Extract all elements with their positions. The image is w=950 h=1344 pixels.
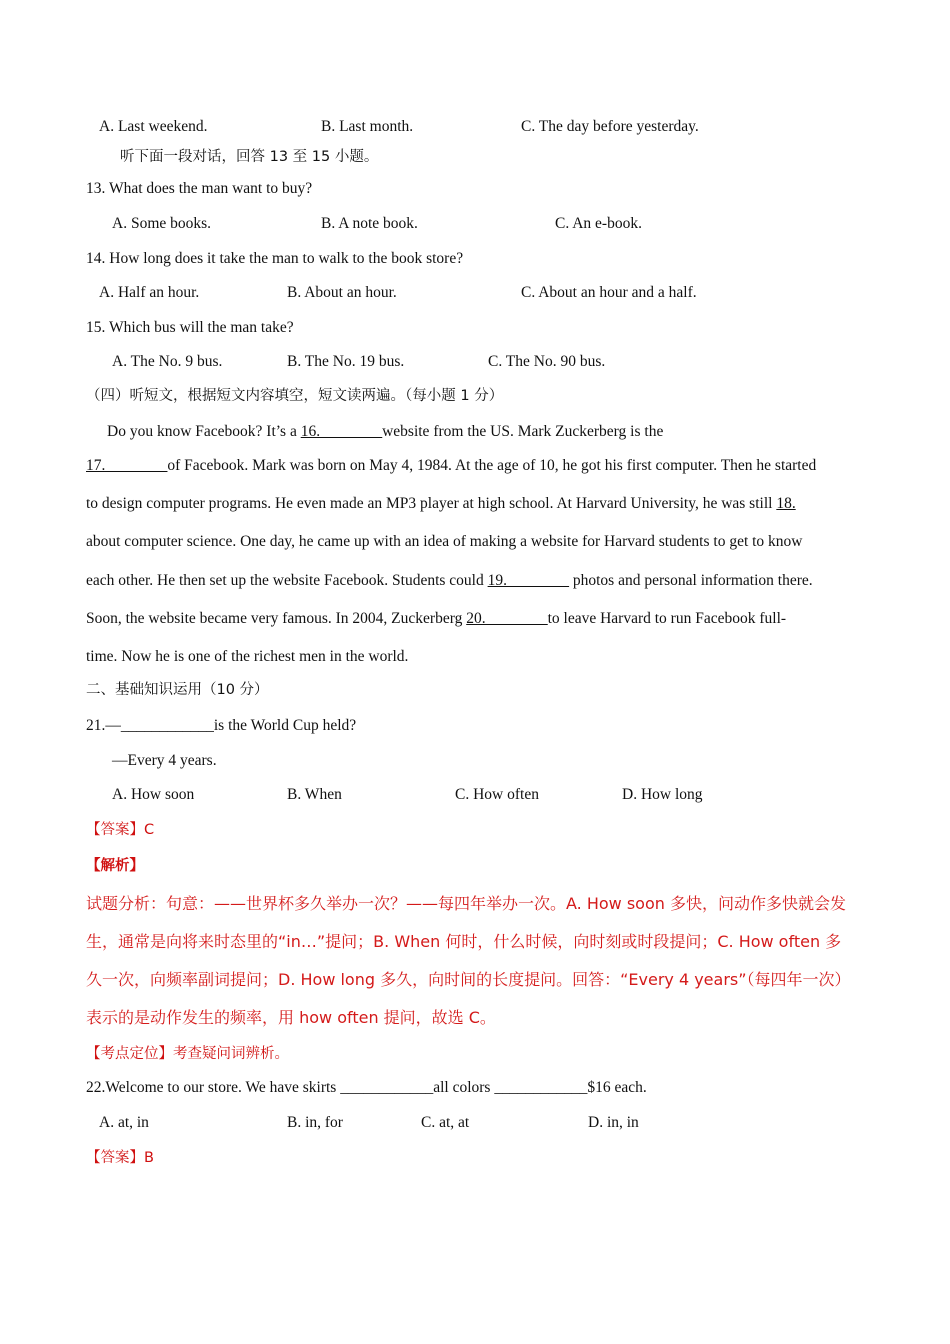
- q22-answer: [86, 1148, 154, 1168]
- instruction-13-15: 听下面一段对话，回答 13 至 15 小题。: [120, 149, 379, 165]
- passage-text: to design computer programs. He even made an MP3 player at high school. At Harvard University, he was still: [86, 495, 773, 512]
- q14-option-b: B. About an hour.: [287, 284, 397, 301]
- q15-option-b: B. The No. 19 bus.: [287, 353, 405, 370]
- q21-analysis-line-2: 生，通常是向将来时态里的“in…”提问；B. When 何时，什么时候，向时刻或时段提问；C. How often 多: [86, 932, 842, 951]
- q21-stem: 21.—____________is the World Cup held?: [86, 717, 357, 734]
- q14-option-c: C. About an hour and a half.: [521, 284, 697, 301]
- passage-line-6: [86, 609, 786, 629]
- q22-stem: 22.Welcome to our store. We have skirts ____________all colors ____________$16 each.: [86, 1079, 647, 1096]
- section4-heading: （四）听短文，根据短文内容填空，短文读两遍。（每小题 1 分）: [86, 388, 504, 404]
- passage-text: website from the US. Mark Zuckerberg is the: [382, 423, 664, 440]
- passage-text: each other. He then set up the website Facebook. Students could: [86, 572, 484, 589]
- q12-option-b: B. Last month.: [321, 118, 414, 135]
- q13-stem: 13. What does the man want to buy?: [86, 180, 313, 197]
- blank-16: 16.________: [300, 423, 383, 440]
- q22-option-d: D. in, in: [588, 1114, 639, 1131]
- passage-text: Soon, the website became very famous. In 2004, Zuckerberg: [86, 610, 463, 627]
- q13-option-c: C. An e-book.: [555, 215, 642, 232]
- blank-18: 18.: [776, 495, 796, 512]
- q13-option-a: A. Some books.: [112, 215, 212, 232]
- blank-17: 17.________: [86, 457, 168, 474]
- q15-stem: 15. Which bus will the man take?: [86, 319, 294, 336]
- passage-line-4: about computer science. One day, he came up with an idea of making a website for Harvard students to get to know: [86, 533, 803, 550]
- q21-point: [86, 1044, 289, 1064]
- answer-value: C: [144, 822, 155, 838]
- q21-answer: [86, 820, 154, 840]
- q21-analysis-line-3: 久一次，向频率副词提问；D. How long 多久，向时间的长度提问。回答：“Every 4 years”（每四年一次）: [86, 970, 851, 989]
- answer-label: 【答案】: [86, 822, 144, 838]
- q21-analysis-line-1: 试题分析：句意：——世界杯多久举办一次？——每四年举办一次。A. How soon 多快，问动作多快就会发: [86, 894, 846, 913]
- passage-line-3: [86, 494, 796, 514]
- q21-option-a: A. How soon: [112, 786, 195, 803]
- q14-option-a: A. Half an hour.: [99, 284, 200, 301]
- q22-option-b: B. in, for: [287, 1114, 343, 1131]
- q21-reply: —Every 4 years.: [112, 752, 217, 769]
- part2-heading: 二、基础知识运用（10 分）: [86, 682, 269, 698]
- point-label: 【考点定位】: [86, 1046, 173, 1062]
- q14-stem: 14. How long does it take the man to walk to the book store?: [86, 250, 464, 267]
- passage-text: Do you know Facebook? It’s a: [107, 423, 301, 440]
- passage-line-2: [86, 456, 816, 476]
- q13-option-b: B. A note book.: [321, 215, 418, 232]
- passage-line-5: [86, 571, 813, 591]
- blank-19: 19.________: [487, 572, 569, 589]
- q21-analysis-label: 【解析】: [86, 858, 144, 874]
- point-text: 考查疑问词辨析。: [173, 1046, 289, 1062]
- blank-20: 20.________: [466, 610, 548, 627]
- q21-analysis-line-4: 表示的是动作发生的频率，用 how often 提问，故选 C。: [86, 1008, 496, 1027]
- passage-line-1: [107, 422, 663, 442]
- q22-option-a: A. at, in: [99, 1114, 149, 1131]
- answer-value: B: [144, 1150, 154, 1166]
- passage-text: photos and personal information there.: [572, 572, 813, 589]
- passage-line-7: time. Now he is one of the richest men in the world.: [86, 648, 409, 665]
- passage-text: to leave Harvard to run Facebook full-: [547, 610, 787, 627]
- passage-text: of Facebook. Mark was born on May 4, 1984. At the age of 10, he got his first computer. Then he started: [167, 457, 817, 474]
- answer-label: 【答案】: [86, 1150, 144, 1166]
- q12-option-a: A. Last weekend.: [99, 118, 208, 135]
- q12-option-c: C. The day before yesterday.: [521, 118, 699, 135]
- q21-option-d: D. How long: [622, 786, 703, 803]
- q22-option-c: C. at, at: [421, 1114, 470, 1131]
- q21-option-b: B. When: [287, 786, 342, 803]
- q15-option-c: C. The No. 90 bus.: [488, 353, 606, 370]
- q15-option-a: A. The No. 9 bus.: [112, 353, 223, 370]
- q21-option-c: C. How often: [455, 786, 539, 803]
